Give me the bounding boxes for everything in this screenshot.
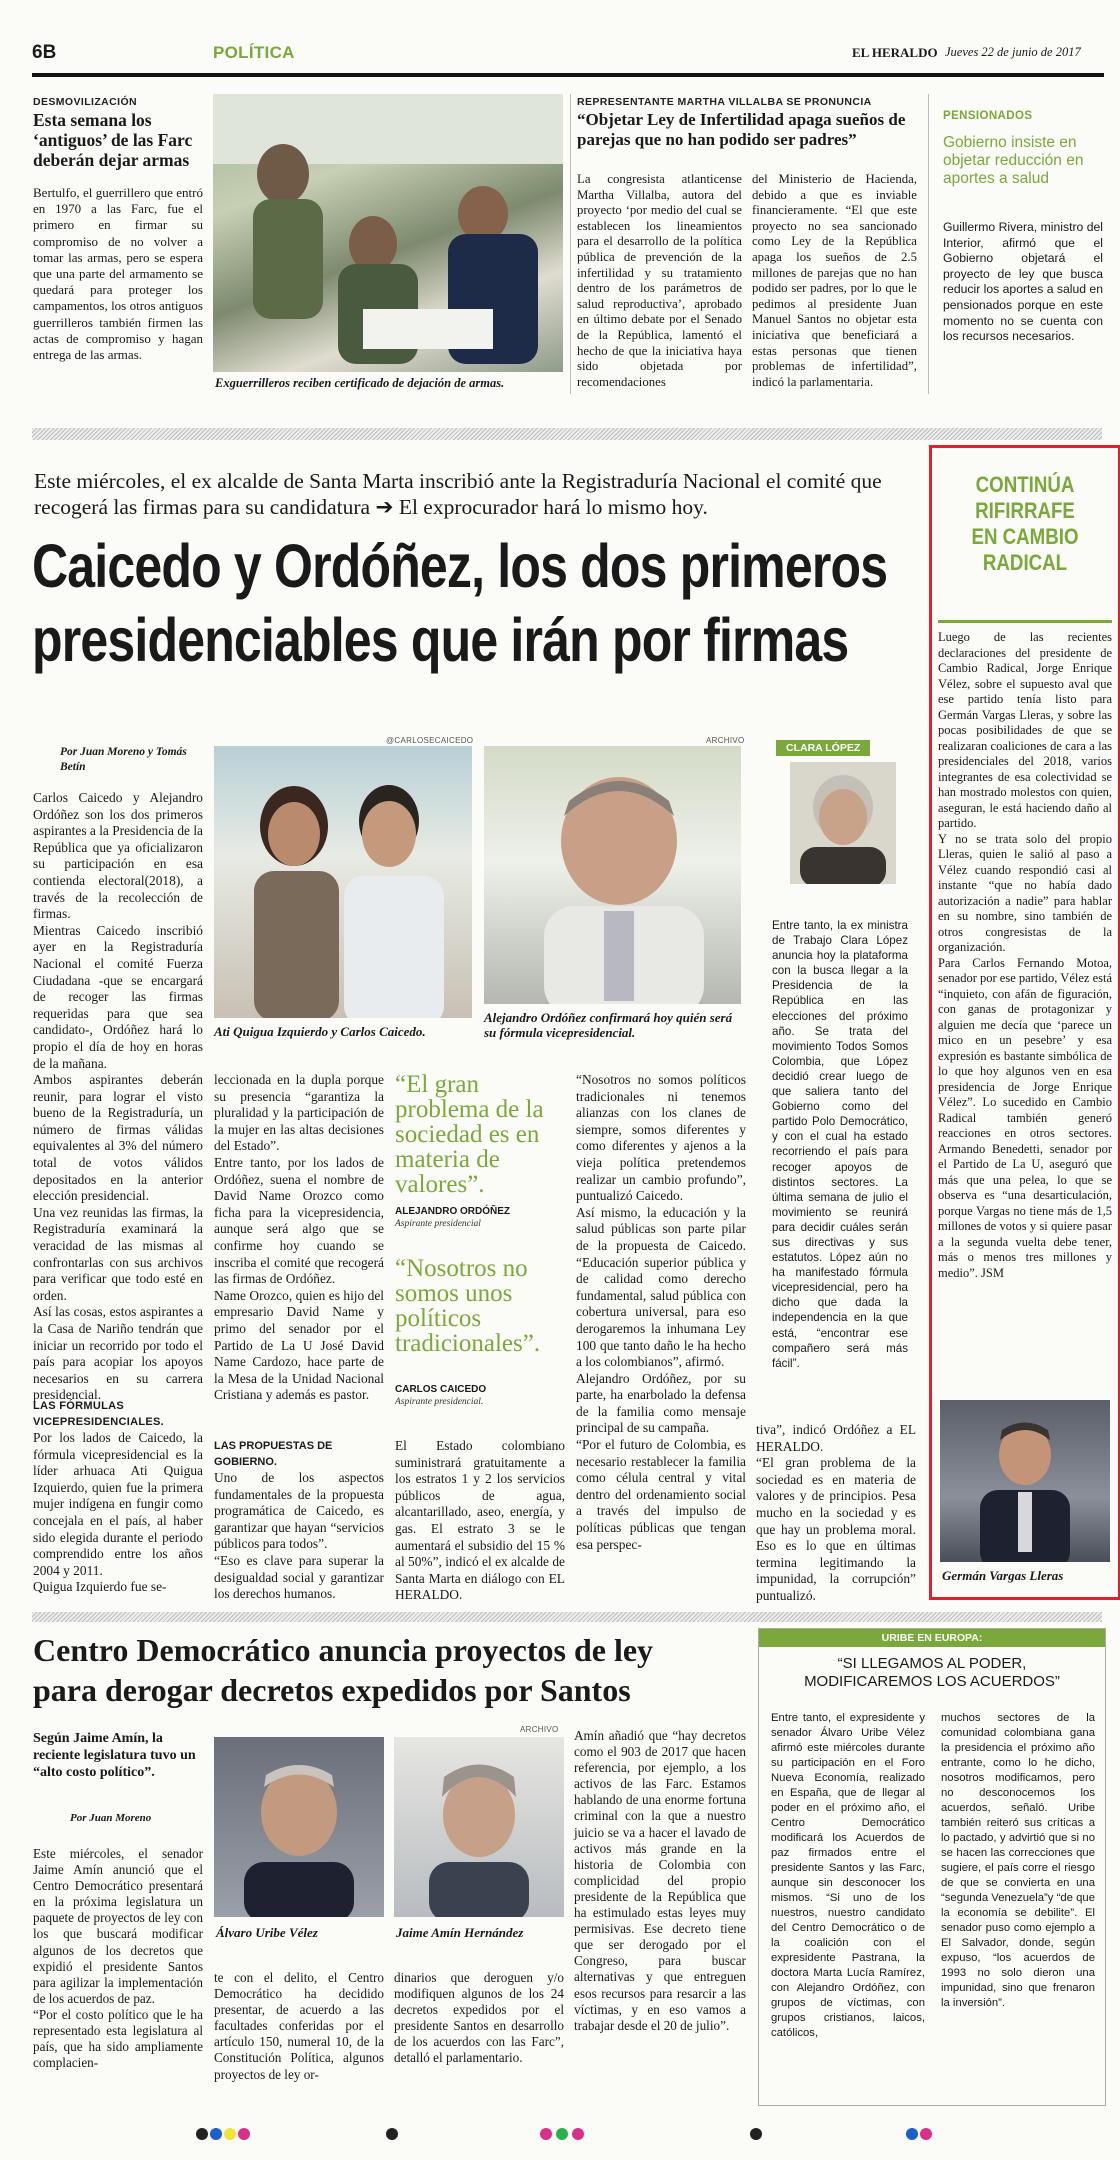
uribe-caption: Álvaro Uribe Vélez bbox=[216, 1925, 318, 1940]
story3-body: Guillermo Rivera, ministro del Interior, afirmó que el Gobierno objetará el proyecto de ley que busca reducir los aportes a salud en pensionados porque en este momento no se cuenta con los recursos necesarios. bbox=[943, 220, 1103, 344]
uribe-col1: Entre tanto, el expresidente y senador Álvaro Uribe Vélez afirmó este miércoles durante su participación en el Foro Nueva Economía, realizado en España, que de llegar al poder en el próximo año, el Centro Democrático modificará los Acuerdos de paz firmados entre el presidente Santos y las Farc, aunque sin desconocer los mismos. “Si uno de los nuestros, nuestro candidato del Centro Democrático o de la coalición con el expresidente Pastrana, la doctora Marta Lucía Ramírez, con Alejandro Ordóñez, con grupos de víctimas, con grupos cristianos, laicos, católicos, bbox=[771, 1712, 925, 2039]
story3-headline: Gobierno insiste en objetar reducción en aportes a salud bbox=[943, 134, 1084, 187]
pull-quote-ordonez: “El gran problema de la sociedad es en materia de valores”. bbox=[395, 1071, 544, 1198]
registration-dot bbox=[238, 2128, 250, 2140]
main-deck: Este miércoles, el ex alcalde de Santa Marta inscribió ante la Registraduría Nacional el comité que recogerá las firmas para su candidatura ➔ El exprocurador hará lo mismo hoy. bbox=[34, 469, 882, 519]
quote2-name: CARLOS CAICEDO bbox=[395, 1384, 487, 1395]
print-registration-strip bbox=[0, 2128, 1120, 2148]
registration-dot bbox=[906, 2128, 918, 2140]
story1-headline: Esta semana los ‘antiguos’ de las Farc deberán dejar armas bbox=[33, 110, 193, 170]
uribe-europa-box bbox=[758, 1628, 1106, 2106]
sidebar-rule bbox=[938, 620, 1112, 623]
photo-ordonez bbox=[484, 746, 741, 1004]
sidebar-title-line1: CONTINÚA bbox=[975, 472, 1075, 497]
main-subhead2: LAS PROPUESTAS DE GOBIERNO. bbox=[214, 1440, 333, 1468]
story4-byline: Por Juan Moreno bbox=[70, 1812, 152, 1824]
caicedo-illustration bbox=[214, 746, 472, 1018]
ordonez-illustration bbox=[484, 746, 741, 1004]
story4-col2: te con el delito, el Centro Democrático ha decidido presentar, de acuerdo a las facultades conferidas por el artículo 150, numeral 10, de la Constitución Política, algunos proyectos de ley or- bbox=[214, 1970, 384, 2082]
main-headline-line1: Caicedo y Ordóñez, los dos primeros bbox=[32, 532, 888, 600]
story4-deck: Según Jaime Amín, la reciente legislatura tuvo un “alto costo político”. bbox=[33, 1731, 196, 1780]
separator-band-2 bbox=[32, 1612, 1102, 1622]
registration-dot bbox=[750, 2128, 762, 2140]
uribe-illustration bbox=[214, 1737, 384, 1917]
registration-dot bbox=[920, 2128, 932, 2140]
story4-photo-credit: ARCHIVO bbox=[520, 1725, 559, 1734]
main-byline: Por Juan Moreno y Tomás Betín bbox=[60, 746, 187, 773]
registration-dot bbox=[196, 2128, 208, 2140]
uribe-photo bbox=[214, 1737, 384, 1917]
story4-col3: dinarios que deroguen y/o modifiquen algunos de los 24 decretos expedidos por el presidente Santos en desarrollo de los acuerdos con las Farc”, detalló el parlamentario. bbox=[394, 1970, 564, 2066]
story4-col1: Este miércoles, el senador Jaime Amín anunció que el Centro Democrático presentará en la próxima legislatura un paquete de proyectos de ley con los que buscará modificar algunos de los decretos que expidió el presidente Santos para agilizar la implementación de los acuerdos de paz. “Por el costo político que le ha representado esta legislatura al país, que ha sido ampliamente complacien- bbox=[33, 1846, 203, 2071]
vargas-illustration bbox=[940, 1400, 1110, 1562]
main-col4: “Nosotros no somos políticos tradicionales ni tenemos alianzas con los clanes de siempre, somos diferentes y como diferentes y ajenos a la vieja política pretendemos realizar un cambio profundo”, puntualizó Caicedo. Así mismo, la educación y la salud públicas son parte pilar de la propuesta de Caicedo. “Educación superior pública y de calidad como derecho fundamental, salud pública con cobertura universal, para eso derogaremos la inhumana Ley 100 que tanto daño le ha hecho a los colombianos”, afirmó. Alejandro Ordóñez, por su parte, ha enarbolado la defensa de la familia como mensaje principal de su campaña. “Por el futuro de Colombia, es necesario restablecer la familia como célula central y vital dentro del ordenamiento social a través del impulso de políticas públicas que tengan esa perspec- bbox=[576, 1072, 746, 1552]
story2-kicker: REPRESENTANTE MARTHA VILLALBA SE PRONUNCIA bbox=[577, 96, 872, 108]
farc-group-illustration bbox=[213, 94, 563, 372]
amin-photo bbox=[394, 1737, 564, 1917]
registration-dot bbox=[210, 2128, 222, 2140]
photo1-credit: @CARLOSECAICEDO bbox=[386, 736, 474, 745]
registration-dot bbox=[386, 2128, 398, 2140]
amin-caption: Jaime Amín Hernández bbox=[396, 1925, 524, 1940]
registration-dot bbox=[224, 2128, 236, 2140]
uribe-col2: muchos sectores de la comunidad colombiana gana la presidencia el próximo año entrante, como lo he dicho, nosotros modificamos, pero no desconocemos los acuerdos, señaló. Uribe también reiteró sus críticas a lo pactado, y advirtió que si no se hacen las correcciones que sugiere, el país corre el riesgo de que se convierta en una “segunda Venezuela”y “de que la economía se debilite”. El senador puso como ejemplo a El Salvador, donde, según expuso, “los acuerdos de 1993 no solo dieron una impunidad, sino que frenaron la inversión”. bbox=[941, 1712, 1095, 2009]
clara-body: Entre tanto, la ex ministra de Trabajo Clara López anuncia hoy la plataforma con la busca llegar a la Presidencia de la República en las elecciones del próximo año. Se trata del movimiento Todos Somos Colombia, que López decidió crear luego de que saliera tanto del Gobierno como del partido Polo Democrático, y con el cual ha estado recorriendo el país para recoger apoyos de distintos sectores. La última semana de julio el movimiento se reunirá para decidir cuáles serán sus directivas y sus estatutos. López aún no ha manifestado fórmula vicepresidencial, pero ha dicho que dada la independencia en la que está, “encontrar ese compañero será más fácil”. bbox=[772, 919, 908, 1370]
quote1-role: Aspirante presidencial bbox=[395, 1219, 481, 1229]
clara-photo bbox=[790, 762, 896, 884]
header-rule bbox=[32, 73, 1104, 77]
main-headline-line2: presidenciables que irán por firmas bbox=[32, 606, 849, 674]
quote2-role: Aspirante presidencial. bbox=[395, 1397, 484, 1407]
photo1-caption: Ati Quigua Izquierdo y Carlos Caicedo. bbox=[214, 1024, 426, 1039]
sidebar-body: Luego de las recientes declaraciones del presidente de Cambio Radical, Jorge Enrique Vélez, sobre el supuesto aval que ese partido tenía listo para Germán Vargas Lleras, y sobre las pocas posibilidades de que se realizaran coaliciones de cara a las presidenciales del 2018, varios integrantes de esa colectividad se han mostrado molestos con quien, aseguran, le está haciendo daño al partido. Y no se trata solo del propio Lleras, quien le salió al paso a Vélez cuando respondió casi al instante “que no había dado autorización a nadie” para hablar en su nombre, sino también de otros congresistas de la organización. Para Carlos Fernando Motoa, senador por ese partido, Vélez está “inquieto, con afán de figuración, con ganas de protagonizar y alguien me decía que ‘parece un mico en un pesebre’ y esa expresión es bastante simbólica de lo que hoy algunos ven en esa presidencia de Jorge Enrique Vélez”. Lo sucedido en Cambio Radical también generó reacciones en otros sectores. Armando Benedetti, senador por el Partido de La U, aseguró que más que una pelea, lo que se observa es “una desarticulación, porque Vargas no tiene más de 1,5 millones de votos y si quiere pasar a la segunda vuelta debe tener, más o menos tres millones y medio”. JSM bbox=[938, 630, 1113, 1280]
divider bbox=[570, 94, 571, 394]
story1-caption: Exguerrilleros reciben certificado de dejación de armas. bbox=[215, 376, 505, 390]
registration-dot bbox=[540, 2128, 552, 2140]
main-col1: Carlos Caicedo y Alejandro Ordóñez son los dos primeros aspirantes a la Presidencia de la República que ya oficializaron su participación en esa contienda electoral(2018), a través de la recolección de firmas. Mientras Caicedo inscribió ayer en la Registraduría Nacional el comité Fuerza Ciudadana -que se encargará de recoger las firmas requeridas para que sea candidato-, Ordóñez hará lo propio el día de hoy en horas de la mañana. Ambos aspirantes deberán reunir, para lograr el visto bueno de la Registraduría, un número de firmas válidas equivalentes al 3% del número total de votos válidos depositados en la anterior elección presidencial. Una vez reunidas las firmas, la Registraduría examinará la veracidad de las mismas al confrontarlas con sus archivos para verificar que todo esté en orden. Así las cosas, estos aspirantes a la Casa de Nariño tendrán que iniciar un recorrido por todo el país para acopiar los apoyos necesarios en su carrera presidencial. bbox=[33, 790, 203, 1403]
sidebar-title bbox=[953, 472, 1098, 576]
quote1-name: ALEJANDRO ORDÓÑEZ bbox=[395, 1206, 511, 1217]
pull-quote-caicedo: “Nosotros no somos unos políticos tradicionales”. bbox=[395, 1255, 541, 1357]
story1-photo bbox=[213, 94, 563, 372]
issue-date: Jueves 22 de junio de 2017 bbox=[945, 45, 1081, 59]
uribe-title: “SI LLEGAMOS AL PODER, MODIFICAREMOS LOS ACUERDOS” bbox=[804, 1655, 1060, 1690]
story1-body: Bertulfo, el guerrillero que entró en 1970 a las Farc, fue el primero en firmar su compromiso de no volver a tomar las armas, pero se espera que una parte del armamento se quedará para proteger los campamentos, los otros antiguos guerrilleros también firmen las actas de compromiso y hagan entrega de las armas. bbox=[33, 185, 203, 363]
main-col3b: El Estado colombiano suministrará gratuitamente a los estratos 1 y 2 los servicios públicos de agua, alcantarillado, aseo, energía, y gas. El estrato 3 se le aumentará el subsidio del 15 % al 50%”, indicó el ex alcalde de Santa Marta en diálogo con EL HERALDO. bbox=[395, 1438, 565, 1603]
story3-kicker: PENSIONADOS bbox=[943, 110, 1033, 122]
story2-headline: “Objetar Ley de Infertilidad apaga sueños de parejas que no han podido ser padres” bbox=[577, 110, 906, 149]
vargas-lleras-photo bbox=[940, 1400, 1110, 1562]
story2-col1: La congresista atlanticense Martha Villalba, autora del proyecto ‘por medio del cual se establecen los lineamientos para el desarrollo de la política pública de prevención de la infertilidad y su tratamiento dentro de los parámetros de salud reproductiva’, aprobado en último debate por el Senado de la República, lamentó el hecho de que la iniciativa haya sido objetada por recomendaciones bbox=[577, 172, 742, 389]
pensionados-box bbox=[928, 94, 1106, 394]
photo-caicedo bbox=[214, 746, 472, 1018]
clara-label: CLARA LÓPEZ bbox=[776, 740, 870, 756]
section-title: POLÍTICA bbox=[213, 43, 295, 62]
sidebar-title-line2: RIFIRRAFE bbox=[975, 498, 1075, 523]
registration-dot bbox=[572, 2128, 584, 2140]
story4-headline-line1: Centro Democrático anuncia proyectos de ley bbox=[33, 1632, 654, 1668]
main-col2: leccionada en la dupla porque su presencia “garantiza la pluralidad y la participación de la mujer en las altas decisiones del Estado”. Entre tanto, por los lados de Ordóñez, suena el nombre de David Name Orozco como ficha para la vicepresidencia, aunque será algo que se confirme hoy cuando se inscriba el comité que recogerá las firmas de Ordóñez. Name Orozco, quien es hijo del empresario David Name y primo del senador por el Partido de La U José David Name Cardozo, hace parte de la Mesa de la Unidad Nacional Cristiana y además es pastor. bbox=[214, 1072, 384, 1403]
main-col2b: Uno de los aspectos fundamentales de la propuesta programática de Caicedo, es garantizar que hayan “servicios públicos para todos”. “Eso es clave para superar la desigualdad social y garantizar los derechos humanos. bbox=[214, 1470, 384, 1602]
sidebar-title-line4: RADICAL bbox=[982, 550, 1068, 575]
clara-illustration bbox=[790, 762, 896, 884]
story4-headline-line2: para derogar decretos expedidos por Santos bbox=[33, 1672, 631, 1708]
main-subhead1: LAS FÓRMULAS VICEPRESIDENCIALES. bbox=[33, 1400, 165, 1428]
photo2-caption: Alejandro Ordóñez confirmará hoy quién será su fórmula vicepresidencial. bbox=[484, 1010, 733, 1040]
story2-col2: del Ministerio de Hacienda, debido a que es inviable financieramente. “El que este proyecto no sea sancionado como Ley de la República apaga los sueños de 2.5 millones de parejas que no han podido ser padres, por lo que le pedimos al presidente Juan Manuel Santos no objetar esta iniciativa que beneficiará a estas personas que tienen problemas de infertilidad”, indicó la parlamentaria. bbox=[752, 172, 917, 389]
main-col5: tiva”, indicó Ordóñez a EL HERALDO. “El gran problema de la sociedad es en materia de valores y de principios. Pesa mucho en la sociedad y es que hay un problema moral. Eso es lo que en últimas termina legitimando la impunidad, la corrupción” puntualizó. bbox=[756, 1422, 916, 1603]
clara-lopez-box bbox=[752, 740, 912, 1400]
sidebar-title-line3: EN CAMBIO bbox=[971, 524, 1079, 549]
story1-kicker: DESMOVILIZACIÓN bbox=[33, 96, 138, 108]
story4-col4: Amín añadió que “hay decretos como el 903 de 2017 que hacen referencia, por ejemplo, a los activos de las Farc. Estamos hablando de una enorme fortuna criminal con la que a nuestro juicio se va a hacer el lavado de activos más grande en la historia de Colombia con complicidad del propio presidente de la República que ha estimulado estas leyes muy permisivas. Ese decreto tiene que ser derogado por el Congreso, para buscar alternativas y que entreguen esos recursos para resarcir a las víctimas, y en eso vamos a trabajar desde el 20 de julio”. bbox=[574, 1728, 746, 2033]
amin-illustration bbox=[394, 1737, 564, 1917]
uribe-label: URIBE EN EUROPA: bbox=[759, 1629, 1105, 1647]
registration-dot bbox=[556, 2128, 568, 2140]
paper-name: EL HERALDO bbox=[852, 45, 938, 60]
page-number: 6B bbox=[32, 42, 57, 63]
photo2-credit: ARCHIVO bbox=[706, 736, 745, 745]
separator-band bbox=[32, 428, 1102, 440]
main-col1b: Por los lados de Caicedo, la fórmula vicepresidencial es la líder arhuaca Ati Quigua Izquierdo, quien fue la primera mujer indígena en fungir como concejala en el país, al haber sido elegida durante el periodo comprendido entre los años 2004 y 2011. Quigua Izquierdo fue se- bbox=[33, 1430, 203, 1595]
vargas-caption: Germán Vargas Lleras bbox=[942, 1568, 1064, 1583]
